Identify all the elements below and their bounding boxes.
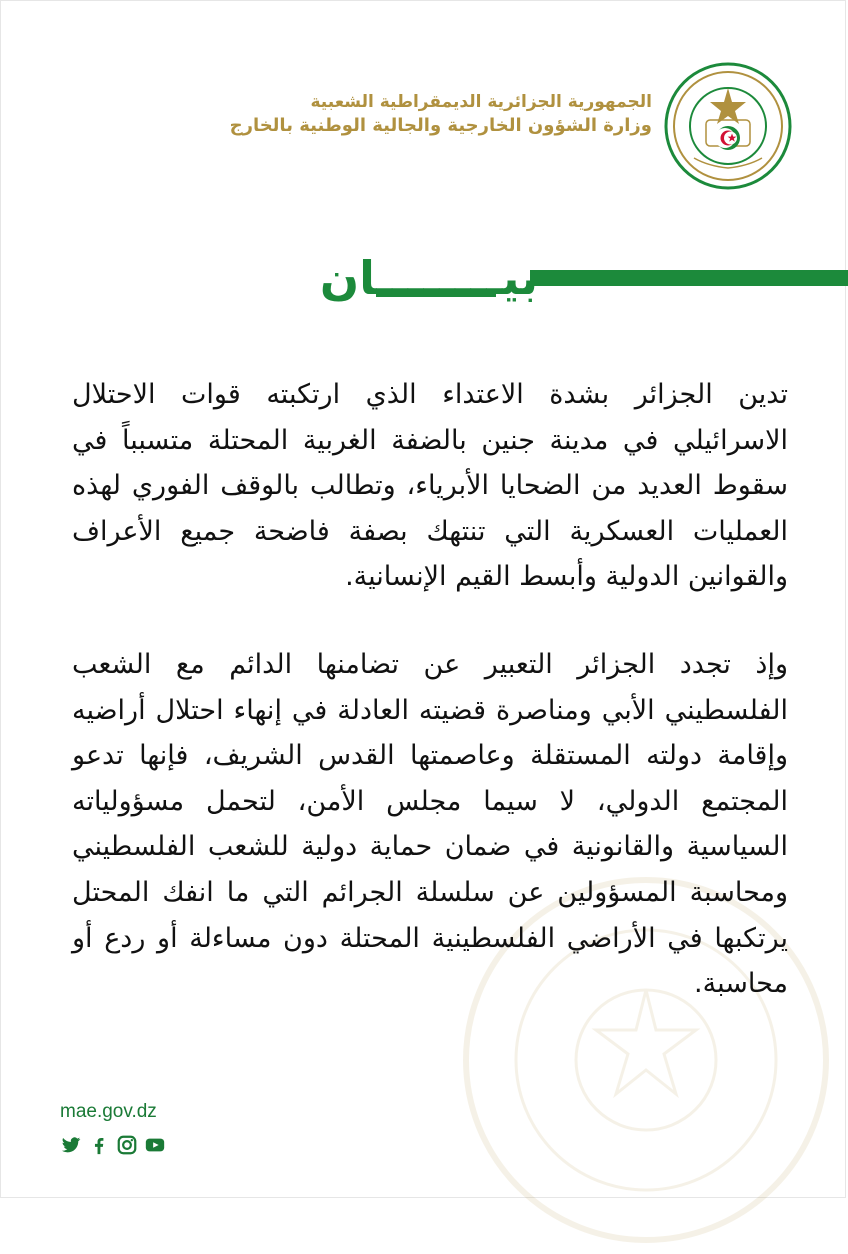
statement-heading: بيــــــــان (319, 251, 539, 305)
statement-paragraph-2: وإذ تجدد الجزائر التعبير عن تضامنها الدائم مع الشعب الفلسطيني الأبي ومناصرة قضيته العادلة في إنهاء احتلال أراضيه وإقامة دولته المستقلة وعاصمتها القدس الشريف، فإنها تدعو المجتمع الدولي، لا سيما مجلس الأمن، لتحمل مسؤولياته السياسية والقانونية في ضمان حماية دولية للشعب الفلسطيني ومحاسبة المسؤولين عن سلسلة الجرائم التي ما انفك المحتل يرتكبها في الأراضي الفلسطينية المحتلة دون مساءلة أو ردع أو محاسبة. (72, 648, 788, 1000)
statement-paragraph-1: تدين الجزائر بشدة الاعتداء الذي ارتكبته قوات الاحتلال الاسرائيلي في مدينة جنين بالضفة الغربية المحتلة متسبباً في سقوط العديد من الضحايا الأبرياء، وتطالب بالوقف الفوري لهذه العمليات العسكرية التي تنتهك بصفة فاضحة جميع الأعراف والقوانين الدولية وأبسط القيم الإنسانية. (72, 379, 788, 593)
ministry-name: وزارة الشؤون الخارجية والجالية الوطنية بالخارج (229, 115, 652, 136)
website-link[interactable]: mae.gov.dz (60, 1101, 157, 1122)
facebook-icon[interactable] (88, 1134, 110, 1156)
youtube-icon[interactable] (144, 1134, 166, 1156)
republic-name: الجمهورية الجزائرية الديمقراطية الشعبية (310, 92, 652, 112)
twitter-icon[interactable] (60, 1134, 82, 1156)
ministry-seal-logo (664, 62, 792, 190)
instagram-icon[interactable] (116, 1134, 138, 1156)
heading-bar-right (530, 270, 848, 286)
statement-body (72, 372, 788, 1007)
social-icons (60, 1134, 166, 1156)
government-title-block (212, 90, 652, 138)
